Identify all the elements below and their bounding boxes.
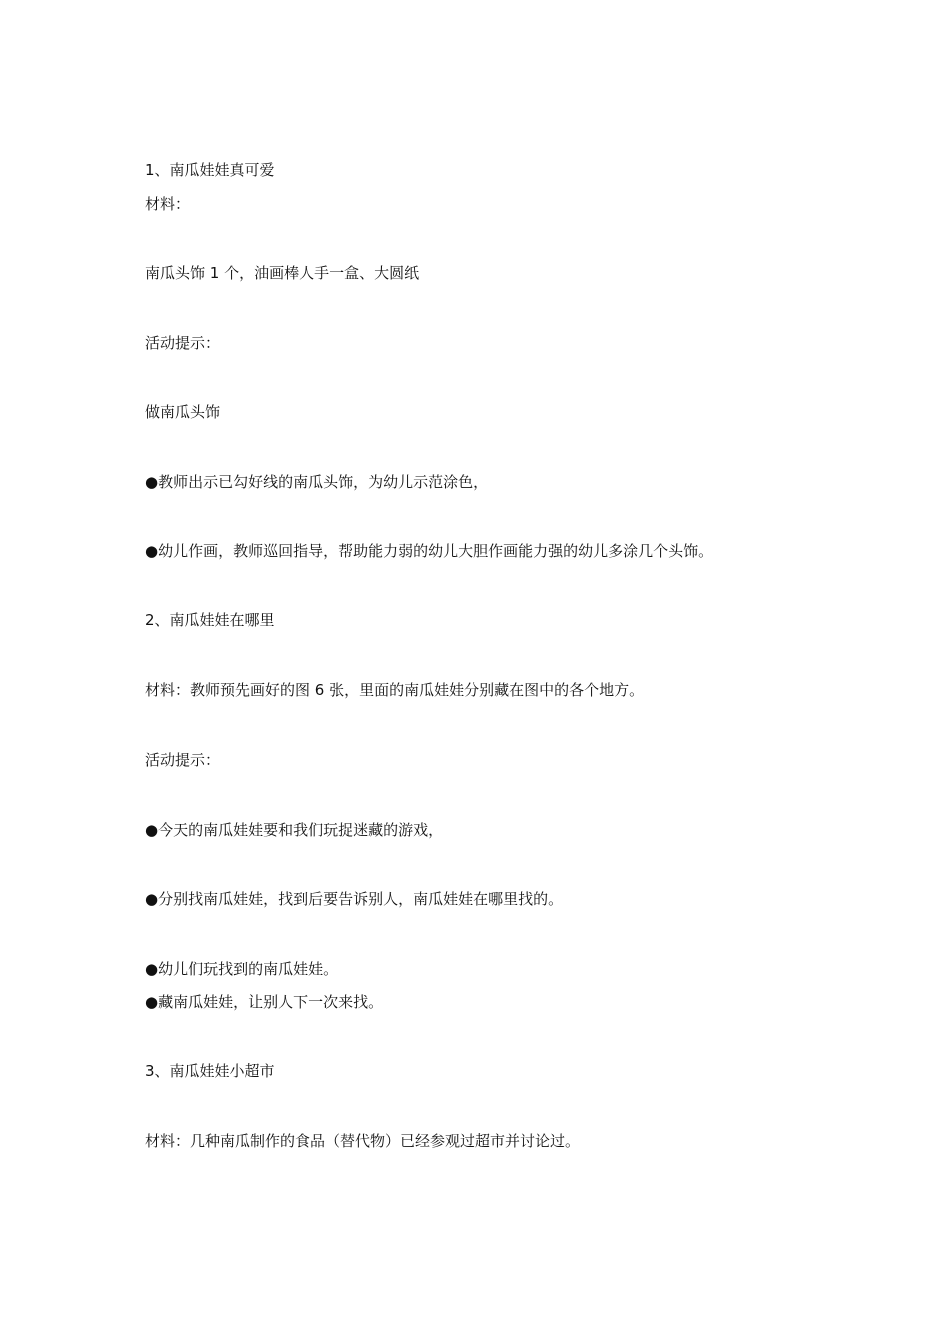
section-1-heading: 1、南瓜娃娃真可爱 xyxy=(145,161,275,179)
bullet-item: ●幼儿们玩找到的南瓜娃娃。 xyxy=(145,960,339,978)
bullet-item: ●藏南瓜娃娃，让别人下一次来找。 xyxy=(145,993,384,1011)
paragraph: 做南瓜头饰 xyxy=(145,403,221,421)
materials-text: 材料：教师预先画好的图 6 张，里面的南瓜娃娃分别藏在图中的各个地方。 xyxy=(145,681,645,699)
materials-text: 南瓜头饰 1 个，油画棒人手一盒、大圆纸 xyxy=(145,264,420,282)
materials-label: 材料： xyxy=(145,195,191,213)
bullet-item: ●教师出示已勾好线的南瓜头饰，为幼儿示范涂色， xyxy=(145,473,489,491)
bullet-item: ●分别找南瓜娃娃，找到后要告诉别人，南瓜娃娃在哪里找的。 xyxy=(145,890,564,908)
bullet-item: ●今天的南瓜娃娃要和我们玩捉迷藏的游戏， xyxy=(145,821,444,839)
bullet-item: ●幼儿作画，教师巡回指导，帮助能力弱的幼儿大胆作画能力强的幼儿多涂几个头饰。 xyxy=(145,542,714,560)
section-2-heading: 2、南瓜娃娃在哪里 xyxy=(145,611,275,629)
section-3-heading: 3、南瓜娃娃小超市 xyxy=(145,1062,275,1080)
activity-tips-label: 活动提示： xyxy=(145,334,221,352)
materials-text: 材料：几种南瓜制作的食品（替代物）已经参观过超市并讨论过。 xyxy=(145,1132,581,1150)
activity-tips-label: 活动提示： xyxy=(145,751,221,769)
